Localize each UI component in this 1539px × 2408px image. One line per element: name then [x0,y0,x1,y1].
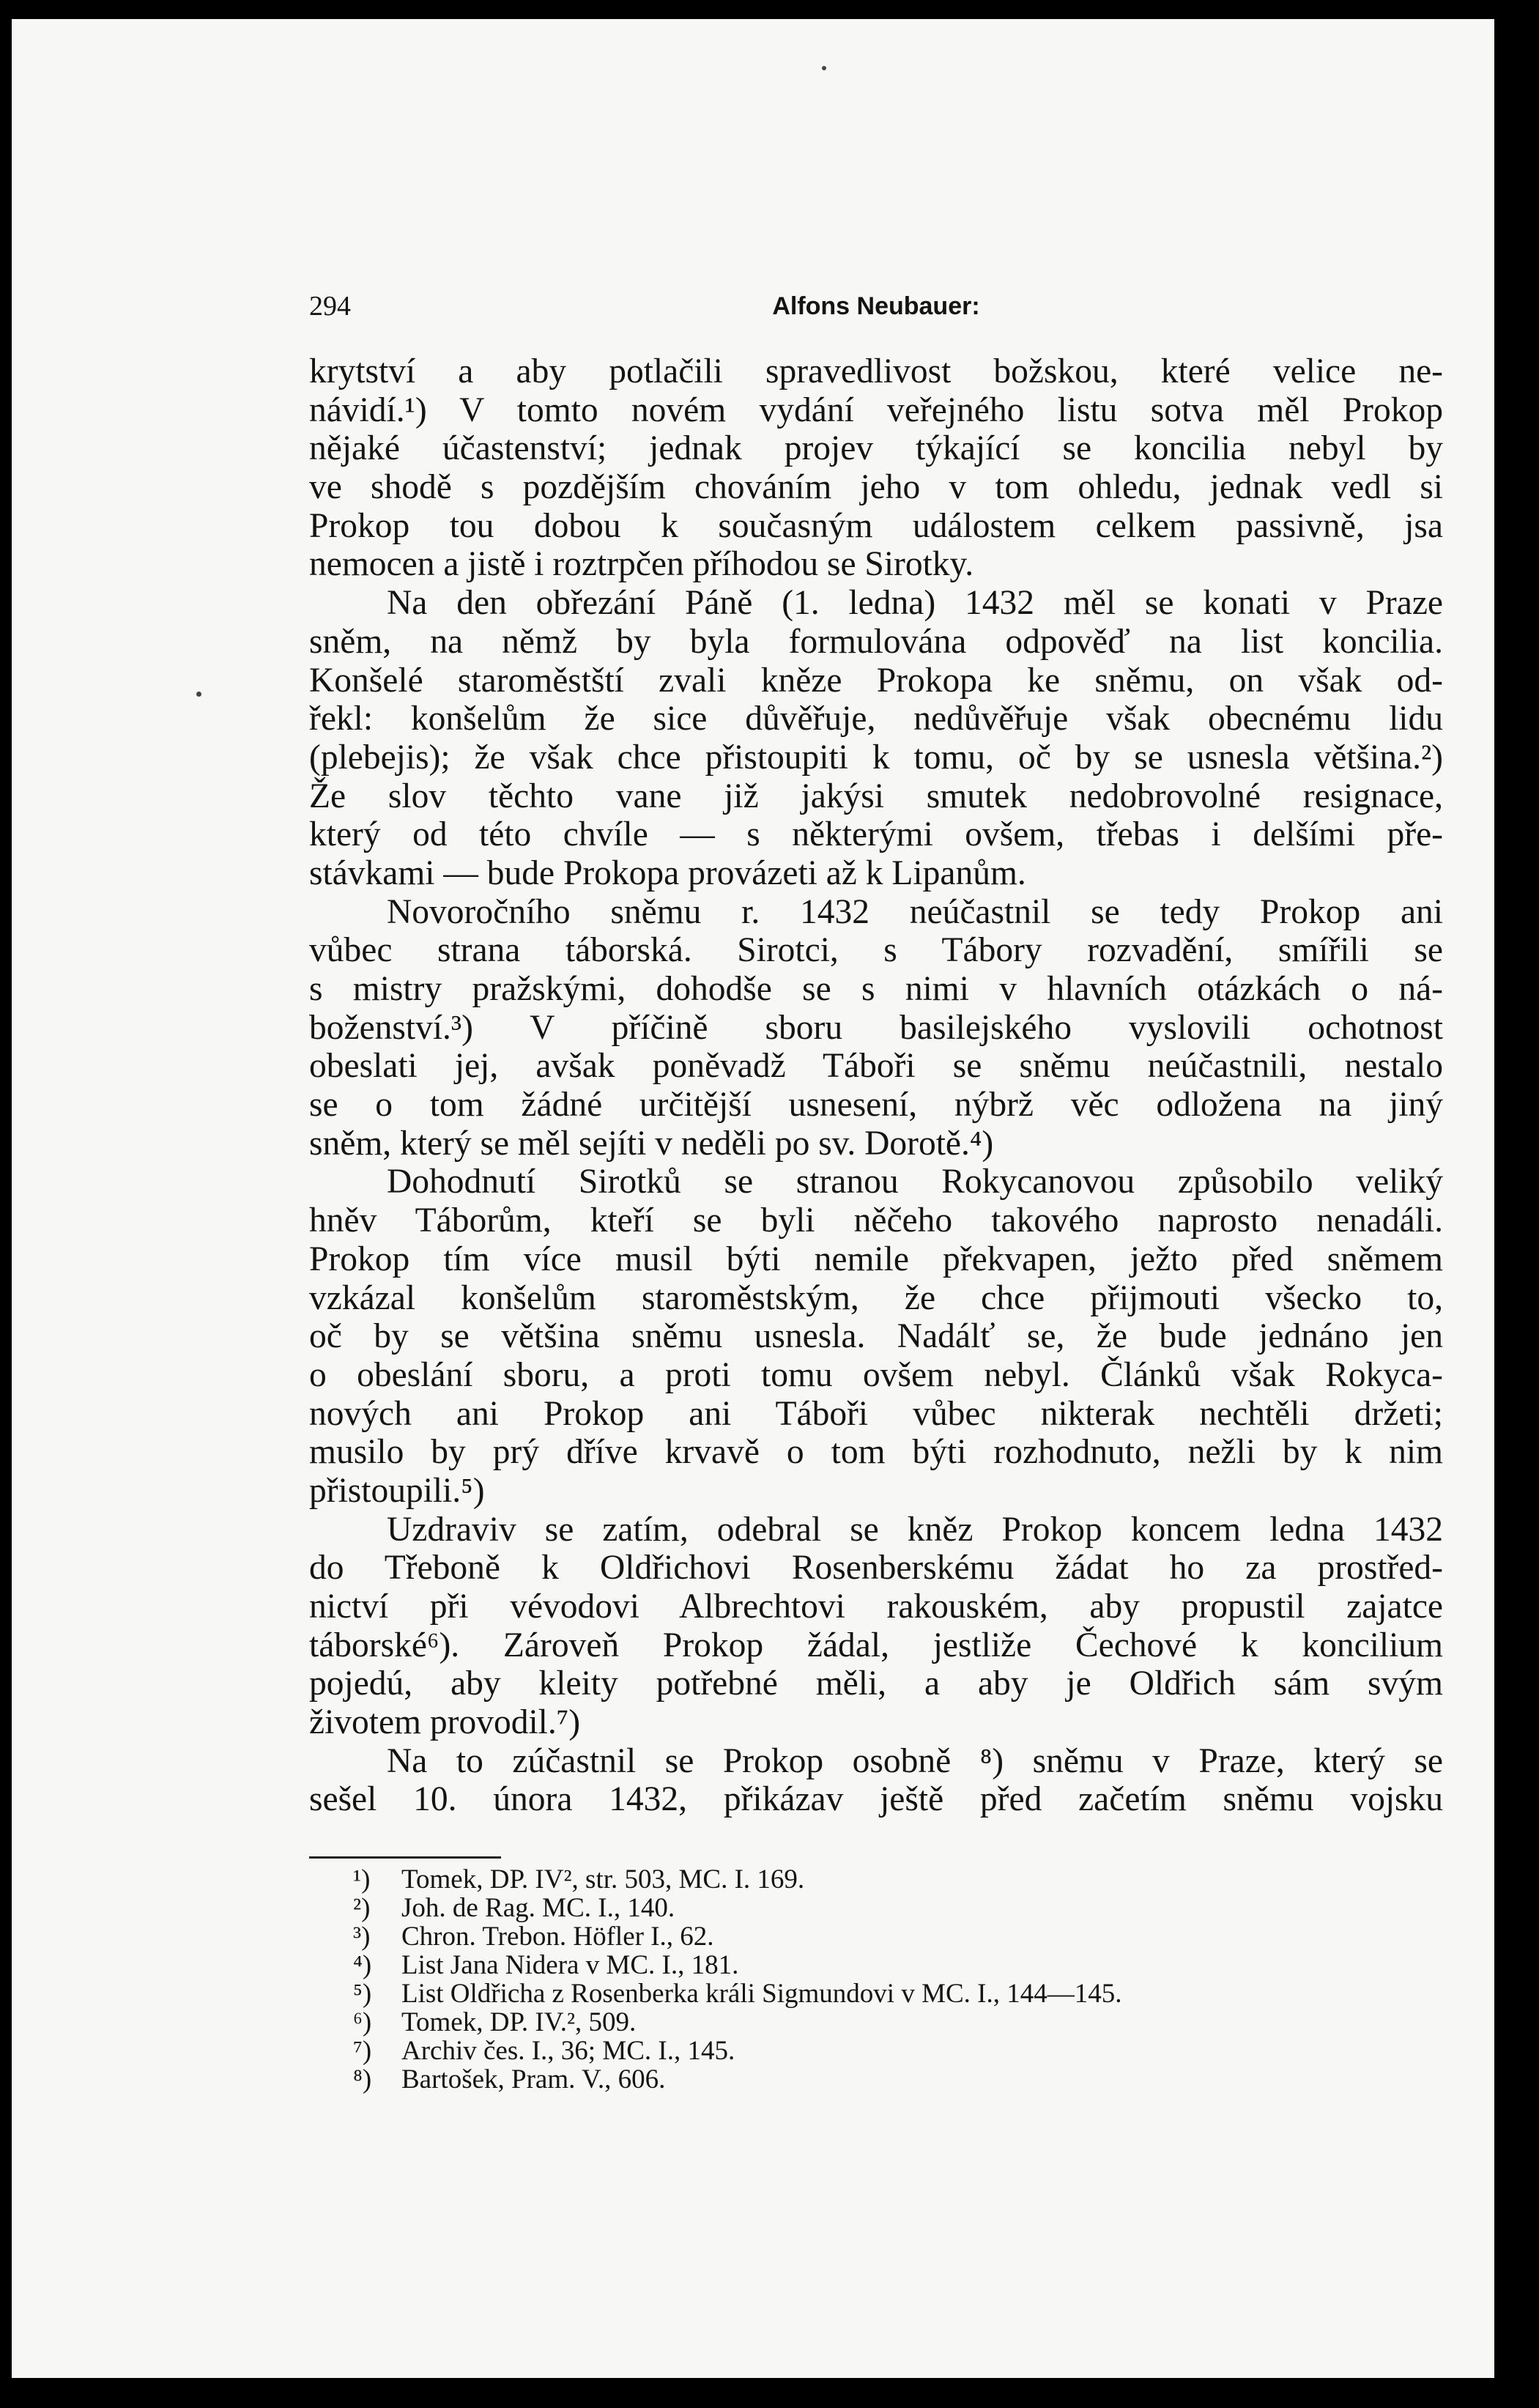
footnote-item [353,1922,1442,1952]
text-line: Že slov těchto vane již jakýsi smutek nedobrovolné resignace, [309,777,1443,815]
text-line: nictví při vévodovi Albrechtovi rakouském, aby propustil zajatce [309,1588,1443,1626]
text-line: přistoupili.⁵) [309,1471,485,1510]
text-line: sešel 10. února 1432, přikázav ještě před začetím sněmu vojsku [309,1780,1443,1819]
text-line: oč by se většina sněmu usnesla. Nadálť se, že bude jednáno jen [309,1317,1443,1356]
footnote-rule [309,1856,501,1859]
text-line: táborské⁶). Zároveň Prokop žádal, jestliže Čechové k koncilium [309,1626,1443,1664]
text-line: Novoročního sněmu r. 1432 neúčastnil se tedy Prokop ani [387,892,1443,931]
text-line: o obeslání sboru, a proti tomu ovšem nebyl. Článků však Rokyca- [309,1355,1443,1394]
text-line: životem provodil.⁷) [309,1703,581,1742]
text-line: vzkázal konšelům staroměstským, že chce přijmouti všecko to, [309,1278,1443,1317]
footnote-text: Bartošek, Pram. V., 606. [401,2064,666,2094]
text-line: stávkami — bude Prokopa provázeti až k Lipanům. [309,853,1026,892]
text-line: musilo by prý dříve krvavě o tom býti rozhodnuto, nežli by k nim [309,1433,1443,1472]
footnote-text: List Jana Nidera v MC. I., 181. [401,1950,739,1980]
print-speck [822,66,826,70]
footnote-mark: ⁸) [353,2064,372,2094]
footnote-text: Tomek, DP. IV.², 509. [401,2007,637,2037]
footnotes [353,1864,1442,2094]
footnote-text: List Oldřicha z Rosenberka králi Sigmundovi v MC. I., 144—145. [401,1979,1122,2009]
text-line: s mistry pražskými, dohodše se s nimi v hlavních otázkách o ná- [309,970,1443,1008]
text-line: vůbec strana táborská. Sirotci, s Tábory rozvadění, smířili se [309,931,1443,970]
page-number: 294 [309,291,351,322]
text-line: Na to zúčastnil se Prokop osobně ⁸) sněmu v Praze, který se [387,1741,1443,1780]
book-page [12,19,1494,2378]
text-line: nových ani Prokop ani Táboři vůbec nikterak nechtěli držeti; [309,1394,1443,1433]
print-speck [196,692,201,697]
footnote-text: Archiv čes. I., 36; MC. I., 145. [401,2036,735,2066]
footnote-item [353,2064,1442,2094]
text-line: do Třeboně k Oldřichovi Rosenberskému žádat ho za prostřed- [309,1549,1443,1588]
footnote-mark: ⁴) [353,1950,372,1980]
running-head: Alfons Neubauer: [772,292,980,320]
text-line: návidí.¹) V tomto novém vydání veřejného listu sotva měl Prokop [309,390,1443,429]
footnote-item [353,1893,1442,1923]
text-line: řekl: konšelům že sice důvěřuje, nedůvěřuje však obecnému lidu [309,700,1443,738]
body-text [309,352,1443,1819]
footnote-mark: ¹) [353,1864,371,1894]
text-line: hněv Táborům, kteří se byli něčeho takového naprosto nenadáli. [309,1201,1443,1240]
text-line: který od této chvíle — s některými ovšem, třebas i delšími pře- [309,815,1443,854]
text-line: Prokop tím více musil býti nemile překvapen, ježto před sněmem [309,1240,1443,1278]
text-line: (plebejis); že však chce přistoupiti k tomu, oč by se usnesla většina.²) [309,738,1443,777]
footnote-item [353,1979,1442,2009]
footnote-mark: ⁵) [353,1979,372,2009]
text-line: sněm, na němž by byla formulována odpověď na list koncilia. [309,622,1443,661]
text-line: Na den obřezání Páně (1. ledna) 1432 měl se konati v Praze [387,584,1443,623]
footnote-mark: ²) [353,1893,371,1923]
footnote-item [353,2007,1442,2037]
page-header [309,284,1443,328]
footnote-mark: ³) [353,1922,371,1952]
text-line: se o tom žádné určitější usnesení, nýbrž věc odložena na jiný [309,1086,1443,1125]
footnote-item [353,1950,1442,1980]
footnote-text: Joh. de Rag. MC. I., 140. [401,1893,675,1923]
text-line: sněm, který se měl sejíti v neděli po sv. Dorotě.⁴) [309,1124,994,1163]
text-line: Uzdraviv se zatím, odebral se kněz Prokop koncem ledna 1432 [387,1510,1443,1549]
text-line: Dohodnutí Sirotků se stranou Rokycanovou způsobilo veliký [387,1163,1443,1201]
footnote-text: Chron. Trebon. Höfler I., 62. [401,1922,714,1952]
text-line: obeslati jej, avšak poněvadž Táboři se sněmu neúčastnili, nestalo [309,1047,1443,1086]
footnote-item [353,2036,1442,2066]
text-line: Prokop tou dobou k současným událostem celkem passivně, jsa [309,506,1443,545]
text-line: krytství a aby potlačili spravedlivost božskou, které velice ne- [309,352,1443,390]
text-line: nějaké účastenství; jednak projev týkající se koncilia nebyl by [309,429,1443,468]
footnote-text: Tomek, DP. IV², str. 503, MC. I. 169. [401,1864,805,1894]
footnote-mark: ⁶) [353,2007,372,2037]
text-line: ve shodě s pozdějším chováním jeho v tom ohledu, jednak vedl si [309,468,1443,507]
text-line: Konšelé staroměstští zvali kněze Prokopa ke sněmu, on však od- [309,661,1443,700]
footnote-item [353,1864,1442,1894]
text-line: nemocen a jistě i roztrpčen příhodou se Sirotky. [309,545,974,584]
text-line: boženství.³) V příčině sboru basilejského vyslovili ochotnost [309,1008,1443,1047]
footnote-mark: ⁷) [353,2036,372,2066]
text-line: pojedú, aby kleity potřebné měli, a aby je Oldřich sám svým [309,1664,1443,1703]
